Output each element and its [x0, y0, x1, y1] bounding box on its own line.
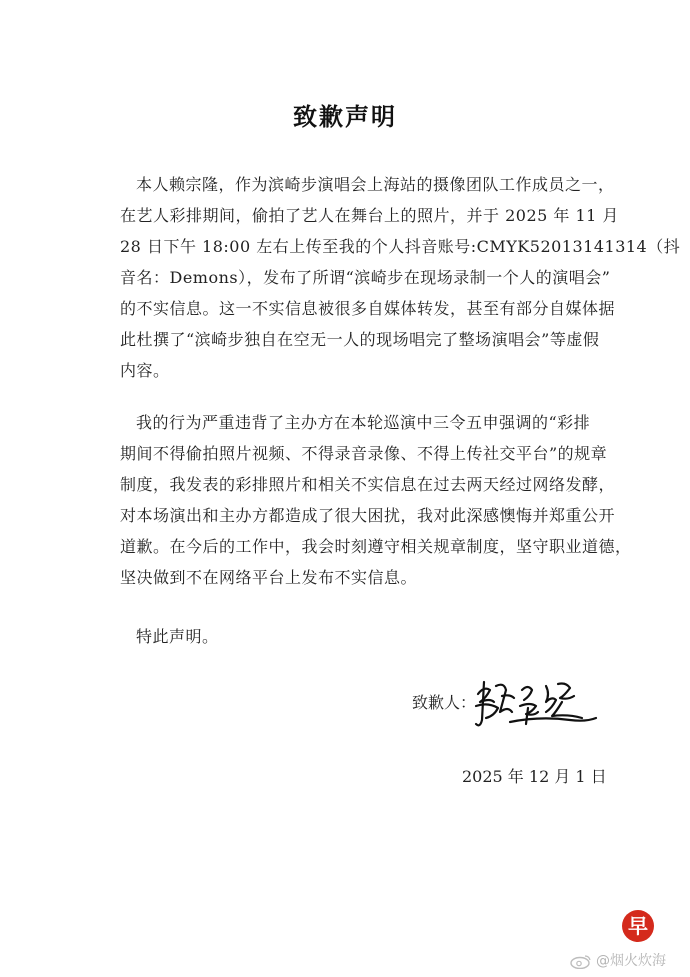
paragraph-2-line: 我的行为严重违背了主办方在本轮巡演中三令五申强调的“彩排 [136, 413, 591, 432]
paragraph-1-line: 在艺人彩排期间，偷拍了艺人在舞台上的照片，并于 2025 年 11 月 [120, 206, 619, 225]
paragraph-1-line: 音名：Demons），发布了所谓“滨崎步在现场录制一个人的演唱会” [120, 268, 611, 287]
paragraph-1-line: 内容。 [120, 361, 170, 380]
watermark-handle: @烟火炊海 [596, 953, 666, 969]
document-title: 致歉声明 [293, 103, 397, 131]
source-logo-badge: 早 [622, 910, 654, 942]
paragraph-2-line: 制度，我发表的彩排照片和相关不实信息在过去两天经过网络发酵， [120, 475, 616, 494]
paragraph-2-line: 对本场演出和主办方都造成了很大困扰，我对此深感懊悔并郑重公开 [120, 506, 616, 525]
paragraph-2-line: 道歉。在今后的工作中，我会时刻遵守相关规章制度，坚守职业道德， [120, 537, 632, 556]
signature-label: 致歉人： [412, 693, 477, 712]
paragraph-3-line: 特此声明。 [136, 627, 219, 646]
paragraph-1-line: 本人赖宗隆，作为滨崎步演唱会上海站的摄像团队工作成员之一， [136, 175, 615, 194]
paragraph-1-line: 此杜撰了“滨崎步独自在空无一人的现场唱完了整场演唱会”等虚假 [120, 330, 600, 349]
handwritten-signature [470, 672, 600, 734]
paragraph-2-line: 期间不得偷拍照片视频、不得录音录像、不得上传社交平台”的规章 [120, 444, 608, 463]
paragraph-1-line: 28 日下午 18:00 左右上传至我的个人抖音账号:CMYK52013141314（抖 [120, 237, 681, 256]
paragraph-2-line: 坚决做到不在网络平台上发布不实信息。 [120, 568, 418, 587]
paragraph-1-line: 的不实信息。这一不实信息被很多自媒体转发，甚至有部分自媒体据 [120, 299, 616, 318]
signature-date: 2025 年 12 月 1 日 [462, 767, 607, 786]
weibo-icon [570, 953, 592, 969]
